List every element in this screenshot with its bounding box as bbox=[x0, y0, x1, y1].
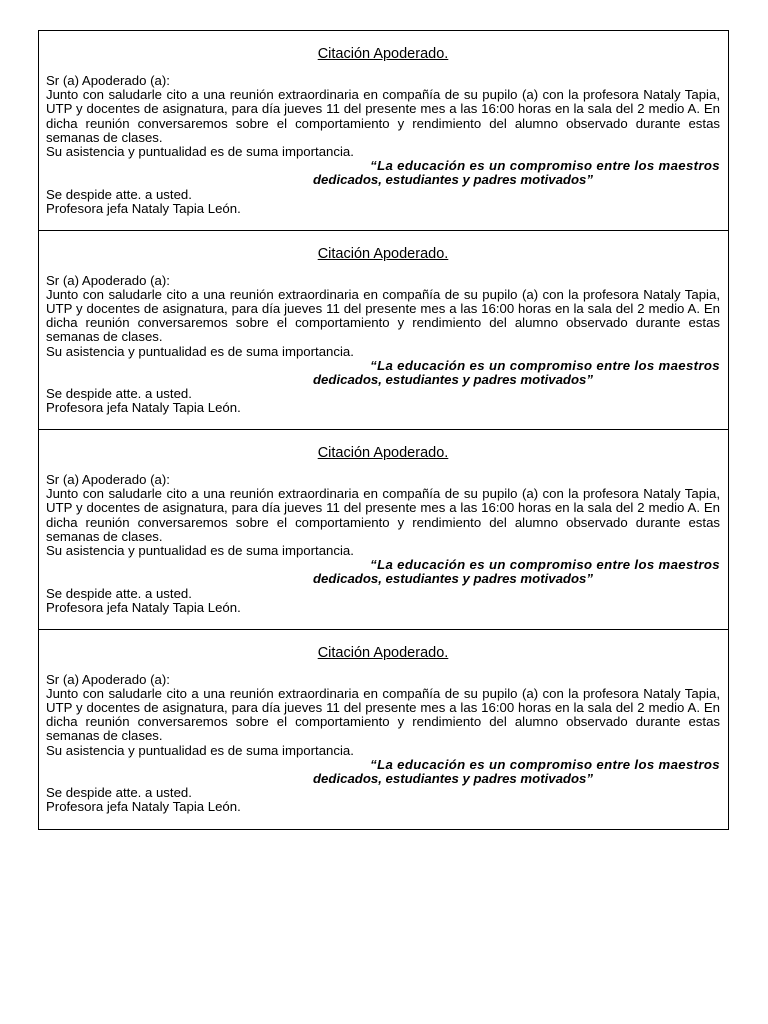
notice-closing: Se despide atte. a usted. bbox=[46, 785, 192, 801]
notice-attendance: Su asistencia y puntualidad es de suma importancia. bbox=[46, 144, 354, 160]
notice-salutation: Sr (a) Apoderado (a): bbox=[46, 472, 170, 487]
notice-card-3 bbox=[39, 430, 728, 630]
notice-title: Citación Apoderado. bbox=[317, 644, 449, 661]
notice-salutation: Sr (a) Apoderado (a): bbox=[46, 272, 170, 288]
notice-salutation: Sr (a) Apoderado (a): bbox=[46, 73, 170, 88]
notice-sheet bbox=[38, 30, 729, 830]
notice-closing: Se despide atte. a usted. bbox=[46, 585, 192, 601]
notice-body: Junto con saludarle cito a una reunión extraordinaria en compañía de su pupilo (a) con la profesora Nataly Tapia, UTP y docentes de asignatura, para día jueves 11 del presente mes a las 16:00 horas en la sala del 2 medio A. En dicha reunión conversaremos sobre el comportamiento y rendimiento del alumno observado durante estas semanas de clases. bbox=[46, 286, 720, 345]
notice-quote-line-1: “La educación es un compromiso entre los maestros bbox=[370, 557, 720, 573]
notice-body: Junto con saludarle cito a una reunión extraordinaria en compañía de su pupilo (a) con la profesora Nataly Tapia, UTP y docentes de asignatura, para día jueves 11 del presente mes a las 16:00 horas en la sala del 2 medio A. En dicha reunión conversaremos sobre el comportamiento y rendimiento del alumno observado durante estas semanas de clases. bbox=[46, 486, 720, 544]
notice-signature: Profesora jefa Nataly Tapia León. bbox=[46, 200, 241, 216]
notice-closing: Se despide atte. a usted. bbox=[46, 386, 192, 402]
notice-signature: Profesora jefa Nataly Tapia León. bbox=[46, 799, 241, 815]
notice-quote-line-1: “La educación es un compromiso entre los maestros bbox=[370, 756, 720, 772]
notice-quote-line-2: dedicados, estudiantes y padres motivados” bbox=[313, 371, 593, 387]
notice-salutation: Sr (a) Apoderado (a): bbox=[46, 671, 170, 687]
notice-attendance: Su asistencia y puntualidad es de suma importancia. bbox=[46, 543, 354, 559]
notice-title: Citación Apoderado. bbox=[317, 245, 449, 262]
notice-quote-line-1: “La educación es un compromiso entre los maestros bbox=[370, 357, 720, 373]
notice-signature: Profesora jefa Nataly Tapia León. bbox=[46, 599, 241, 615]
notice-card-4 bbox=[39, 630, 728, 830]
notice-body: Junto con saludarle cito a una reunión extraordinaria en compañía de su pupilo (a) con la profesora Nataly Tapia, UTP y docentes de asignatura, para día jueves 11 del presente mes a las 16:00 horas en la sala del 2 medio A. En dicha reunión conversaremos sobre el comportamiento y rendimiento del alumno observado durante estas semanas de clases. bbox=[46, 87, 720, 145]
notice-title: Citación Apoderado. bbox=[317, 46, 449, 62]
notice-quote-line-1: “La educación es un compromiso entre los maestros bbox=[370, 158, 720, 174]
notice-card-2 bbox=[39, 231, 728, 431]
notice-title: Citación Apoderado. bbox=[317, 445, 449, 461]
notice-attendance: Su asistencia y puntualidad es de suma importancia. bbox=[46, 742, 354, 758]
notice-closing: Se despide atte. a usted. bbox=[46, 186, 192, 202]
notice-signature: Profesora jefa Nataly Tapia León. bbox=[46, 400, 241, 416]
notice-attendance: Su asistencia y puntualidad es de suma importancia. bbox=[46, 343, 354, 359]
notice-quote-line-2: dedicados, estudiantes y padres motivados” bbox=[313, 571, 593, 587]
notice-card-1 bbox=[39, 31, 728, 231]
notice-quote-line-2: dedicados, estudiantes y padres motivados” bbox=[313, 770, 593, 786]
notice-quote-line-2: dedicados, estudiantes y padres motivados” bbox=[313, 172, 593, 188]
notice-body: Junto con saludarle cito a una reunión extraordinaria en compañía de su pupilo (a) con la profesora Nataly Tapia, UTP y docentes de asignatura, para día jueves 11 del presente mes a las 16:00 horas en la sala del 2 medio A. En dicha reunión conversaremos sobre el comportamiento y rendimiento del alumno observado durante estas semanas de clases. bbox=[46, 685, 720, 744]
